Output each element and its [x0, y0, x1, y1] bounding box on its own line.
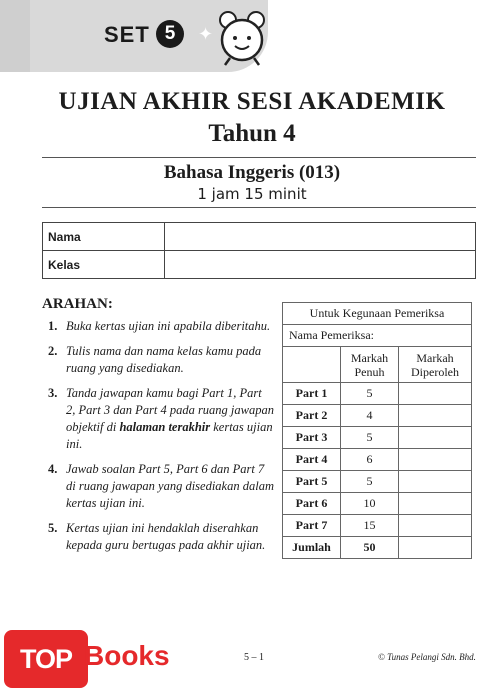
topbooks-logo-books: Books — [84, 640, 170, 671]
obtained-marks-header: Markah Diperoleh — [399, 347, 472, 383]
full-marks-cell: 10 — [341, 493, 399, 515]
table-row — [283, 449, 472, 471]
instructions-title: ARAHAN: — [42, 296, 113, 312]
total-full-marks: 50 — [341, 537, 399, 559]
total-row — [283, 537, 472, 559]
total-obtained-marks[interactable] — [399, 537, 472, 559]
examiner-name-row — [283, 325, 472, 347]
part-label: Part 7 — [283, 515, 341, 537]
table-row — [283, 405, 472, 427]
part-label: Part 1 — [283, 383, 341, 405]
part-label: Part 3 — [283, 427, 341, 449]
full-marks-cell: 5 — [341, 383, 399, 405]
instruction-text-bold: halaman terakhir — [119, 420, 211, 434]
instruction-number: 3. — [48, 386, 58, 400]
full-marks-header: Markah Penuh — [341, 347, 399, 383]
instruction-number: 2. — [48, 344, 58, 358]
instruction-item — [42, 385, 274, 453]
class-label: Kelas — [43, 251, 165, 279]
exam-duration: 1 jam 15 minit — [197, 185, 307, 203]
student-info-table — [42, 222, 476, 279]
examiner-heading: Untuk Kegunaan Pemeriksa — [283, 303, 472, 325]
alarm-clock-icon — [216, 10, 268, 68]
set-number-badge: 5 — [156, 20, 184, 48]
blank-header-cell — [283, 347, 341, 383]
topbooks-logo-top: TOP — [4, 630, 88, 688]
full-marks-cell: 15 — [341, 515, 399, 537]
part-label: Part 2 — [283, 405, 341, 427]
subject-name: Bahasa Inggeris (013) — [163, 162, 341, 183]
obtained-marks-cell[interactable] — [399, 493, 472, 515]
table-row — [283, 515, 472, 537]
exam-year: Tahun 4 — [208, 120, 296, 147]
instruction-text-post: kertas ujian ini. — [66, 420, 273, 451]
instruction-text: Jawab soalan Part 5, Part 6 dan Part 7 di ruang jawapan yang disediakan dalam kertas ujian ini. — [66, 462, 274, 510]
obtained-marks-cell[interactable] — [399, 471, 472, 493]
instruction-text-pre: Tanda jawapan kamu bagi Part 1, Part 2, Part 3 dan Part 4 pada ruang jawapan objektif di — [66, 386, 274, 434]
instruction-text: Buka kertas ujian ini apabila diberitahu. — [66, 319, 271, 333]
total-label: Jumlah — [283, 537, 341, 559]
instruction-item — [42, 461, 274, 512]
class-field[interactable] — [165, 251, 476, 279]
instruction-number: 5. — [48, 521, 58, 535]
instruction-number: 4. — [48, 462, 58, 476]
instruction-number: 1. — [48, 319, 58, 333]
full-marks-cell: 4 — [341, 405, 399, 427]
obtained-marks-cell[interactable] — [399, 515, 472, 537]
obtained-marks-cell[interactable] — [399, 383, 472, 405]
obtained-marks-cell[interactable] — [399, 427, 472, 449]
name-row — [43, 223, 476, 251]
obtained-marks-cell[interactable] — [399, 449, 472, 471]
divider-top — [42, 157, 476, 158]
class-row — [43, 251, 476, 279]
set-label: SET — [104, 22, 150, 47]
divider-bottom — [42, 207, 476, 208]
part-label: Part 4 — [283, 449, 341, 471]
examiner-heading-row — [283, 303, 472, 325]
instruction-text: Kertas ujian ini hendaklah diserahkan kepada guru bertugas pada akhir ujian. — [66, 521, 266, 552]
full-marks-cell: 6 — [341, 449, 399, 471]
table-row — [283, 427, 472, 449]
table-row — [283, 383, 472, 405]
instruction-text: Tulis nama dan nama kelas kamu pada ruang yang disediakan. — [66, 344, 262, 375]
name-label: Nama — [43, 223, 165, 251]
table-row — [283, 493, 472, 515]
column-header-row — [283, 347, 472, 383]
part-label: Part 6 — [283, 493, 341, 515]
instruction-item — [42, 343, 274, 377]
copyright-notice: © Tunas Pelangi Sdn. Bhd. — [378, 652, 476, 662]
exam-title: UJIAN AKHIR SESI AKADEMIK — [58, 88, 446, 115]
part-label: Part 5 — [283, 471, 341, 493]
instruction-item — [42, 520, 274, 554]
full-marks-cell: 5 — [341, 471, 399, 493]
sparkle-icon: ✦ — [198, 24, 214, 45]
obtained-marks-cell[interactable] — [399, 405, 472, 427]
examiner-name-label: Nama Pemeriksa: — [283, 325, 472, 347]
full-marks-cell: 5 — [341, 427, 399, 449]
instruction-item — [42, 318, 274, 335]
name-field[interactable] — [165, 223, 476, 251]
examiner-table — [282, 302, 472, 559]
table-row — [283, 471, 472, 493]
page-number: 5 – 1 — [244, 652, 264, 663]
instructions-list — [42, 318, 274, 562]
